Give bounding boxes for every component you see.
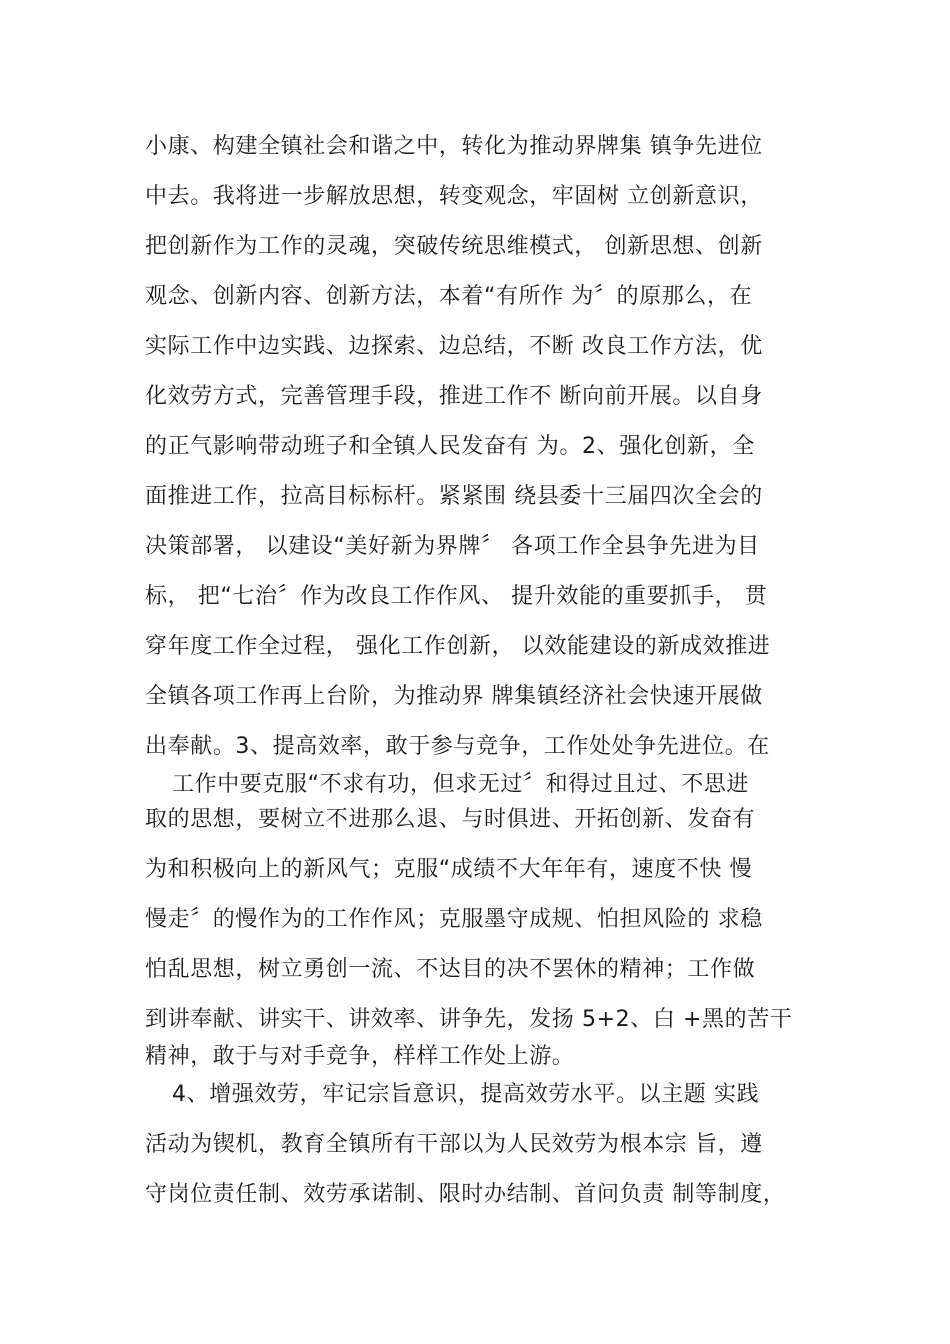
text-line: 的正气影响带动班子和全镇人民发奋有 为。2、强化创新，全 xyxy=(145,434,755,459)
text-line: 为和积极向上的新风气；克服“成绩不大年年有，速度不快 慢 xyxy=(145,857,753,882)
text-line: 决策部署， 以建设“美好新为界牌〞 各项工作全县争先进为目 xyxy=(145,534,760,559)
text-line: 标， 把“七治〞作为改良工作作风、 提升效能的重要抓手， 贯 xyxy=(145,584,768,609)
text-line: 把创新作为工作的灵魂，突破传统思维模式， 创新思想、创新 xyxy=(145,234,763,259)
text-line: 4、增强效劳，牢记宗旨意识，提高效劳水平。以主题 实践 xyxy=(172,1082,760,1107)
text-line: 观念、创新内容、创新方法，本着“有所作 为〞的原那么，在 xyxy=(145,284,753,309)
text-line: 小康、构建全镇社会和谐之中，转化为推动界牌集 镇争先进位 xyxy=(145,134,763,159)
text-line: 精神，敢于与对手竞争，样样工作处上游。 xyxy=(145,1044,575,1069)
text-line: 取的思想，要树立不进那么退、与时俱进、开拓创新、发奋有 xyxy=(145,807,756,832)
text-line: 活动为锲机，教育全镇所有干部以为人民效劳为根本宗 旨，遵 xyxy=(145,1132,763,1157)
text-line: 到讲奉献、讲实干、讲效率、讲争先，发扬 5+2、白 +黑的苦干 xyxy=(145,1007,793,1032)
text-line: 怕乱思想，树立勇创一流、不达目的决不罢休的精神；工作做 xyxy=(145,957,756,982)
text-line: 化效劳方式，完善管理手段，推进工作不 断向前开展。以自身 xyxy=(145,384,763,409)
text-line: 实际工作中边实践、边探索、边总结，不断 改良工作方法，优 xyxy=(145,334,763,359)
text-line: 出奉献。3、提高效率，敢于参与竞争，工作处处争先进位。在 xyxy=(145,734,770,759)
text-line: 全镇各项工作再上台阶，为推动界 牌集镇经济社会快速开展做 xyxy=(145,684,763,709)
text-line: 慢走〞的慢作为的工作作风；克服墨守成规、怕担风险的 求稳 xyxy=(145,907,763,932)
text-line: 中去。我将进一步解放思想，转变观念，牢固树 立创新意识， xyxy=(145,184,763,209)
text-line: 面推进工作，拉高目标标杆。紧紧围 绕县委十三届四次全会的 xyxy=(145,484,763,509)
text-line: 守岗位责任制、效劳承诺制、限时办结制、首问负责 制等制度， xyxy=(145,1182,786,1207)
text-line: 穿年度工作全过程， 强化工作创新， 以效能建设的新成效推进 xyxy=(145,634,771,659)
text-line: 工作中要克服“不求有功，但求无过〞和得过且过、不思进 xyxy=(172,772,749,797)
